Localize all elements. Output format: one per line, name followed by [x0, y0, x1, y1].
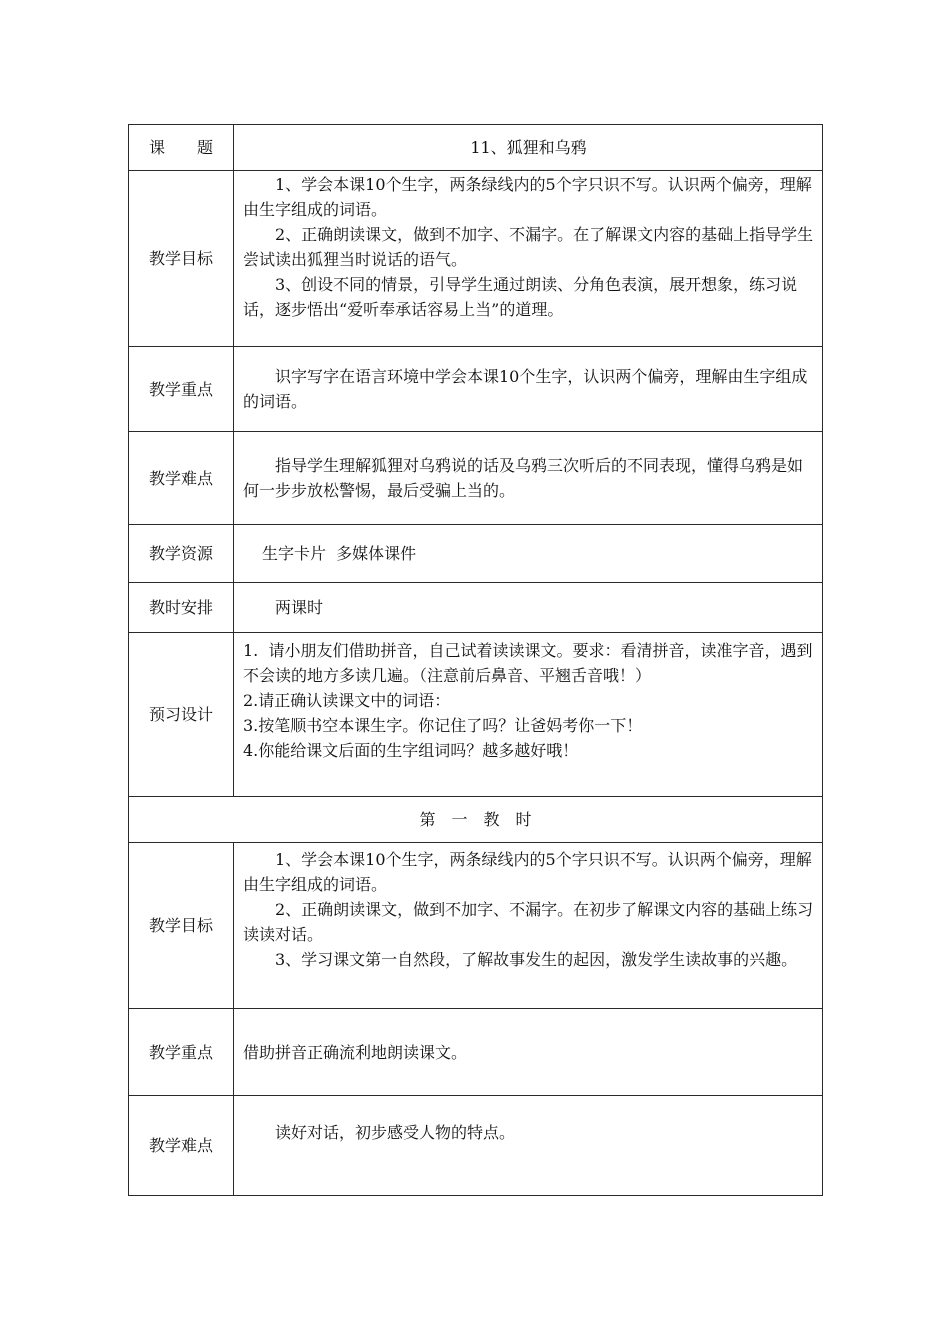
lesson1-goal-item: 1、学会本课10个生字，两条绿线内的5个字只识不写。认识两个偏旁，理解由生字组成的词语。: [243, 850, 812, 894]
key-points-row: [129, 347, 823, 432]
difficulties-row: [129, 432, 823, 525]
key-points-label: 教学重点: [129, 347, 234, 432]
preview-item: 2.请正确认读课文中的词语：: [243, 691, 451, 710]
lesson1-goal-item: 3、学习课文第一自然段，了解故事发生的起因，激发学生读故事的兴趣。: [275, 950, 798, 969]
resources-content: 生字卡片 多媒体课件: [234, 525, 823, 583]
lesson1-difficulties-text: 读好对话，初步感受人物的特点。: [275, 1123, 516, 1142]
difficulties-content: [234, 432, 823, 525]
lesson1-difficulties-row: [129, 1096, 823, 1196]
goal-item: 3、创设不同的情景，引导学生通过朗读、分角色表演，展开想象，练习说话，逐步悟出“爱听奉承话容易上当”的道理。: [243, 275, 798, 319]
goal-item: 1、学会本课10个生字，两条绿线内的5个字只识不写。认识两个偏旁，理解由生字组成的词语。: [243, 175, 812, 219]
lesson1-key-points-content: [234, 1009, 823, 1096]
schedule-content: [234, 583, 823, 633]
preview-label: 预习设计: [129, 633, 234, 797]
goals-label: 教学目标: [129, 171, 234, 347]
key-points-text: 识字写字在语言环境中学会本课10个生字，认识两个偏旁，理解由生字组成的词语。: [243, 367, 808, 411]
goal-item: 2、正确朗读课文，做到不加字、不漏字。在了解课文内容的基础上指导学生尝试读出狐狸当时说话的语气。: [243, 225, 814, 269]
lesson1-goal-item: 2、正确朗读课文，做到不加字、不漏字。在初步了解课文内容的基础上练习读读对话。: [243, 900, 814, 944]
topic-value: 11、狐狸和乌鸦: [234, 125, 823, 171]
section-title: 第 一 教 时: [129, 797, 823, 843]
lesson1-key-points-text: 借助拼音正确流利地朗读课文。: [243, 1042, 468, 1062]
topic-label: 课 题: [129, 125, 234, 171]
preview-content: [234, 633, 823, 797]
lesson1-goals-label: 教学目标: [129, 843, 234, 1009]
schedule-row: [129, 583, 823, 633]
lesson1-goals-row: [129, 843, 823, 1009]
key-points-content: [234, 347, 823, 432]
section-row: [129, 797, 823, 843]
goals-row: [129, 171, 823, 347]
resources-label: 教学资源: [129, 525, 234, 583]
schedule-text: 两课时: [275, 598, 324, 617]
preview-item: 1. 请小朋友们借助拼音，自己试着读读课文。要求：看清拼音，读准字音，遇到不会读的地方多读几遍。（注意前后鼻音、平翘舌音哦！）: [243, 641, 813, 685]
difficulties-label: 教学难点: [129, 432, 234, 525]
goals-content: [234, 171, 823, 347]
topic-row: [129, 125, 823, 171]
resources-row: [129, 525, 823, 583]
lesson1-difficulties-content: [234, 1096, 823, 1196]
lesson1-key-points-label: 教学重点: [129, 1009, 234, 1096]
schedule-label: 教时安排: [129, 583, 234, 633]
difficulties-text: 指导学生理解狐狸对乌鸦说的话及乌鸦三次听后的不同表现，懂得乌鸦是如何一步步放松警惕，最后受骗上当的。: [243, 456, 804, 500]
preview-item: 3.按笔顺书空本课生字。你记住了吗？让爸妈考你一下！: [243, 716, 643, 735]
lesson-plan-table: [128, 124, 823, 1196]
lesson1-difficulties-label: 教学难点: [129, 1096, 234, 1196]
lesson1-key-points-row: [129, 1009, 823, 1096]
lesson1-goals-content: [234, 843, 823, 1009]
preview-item: 4.你能给课文后面的生字组词吗？越多越好哦！: [243, 741, 579, 760]
preview-row: [129, 633, 823, 797]
